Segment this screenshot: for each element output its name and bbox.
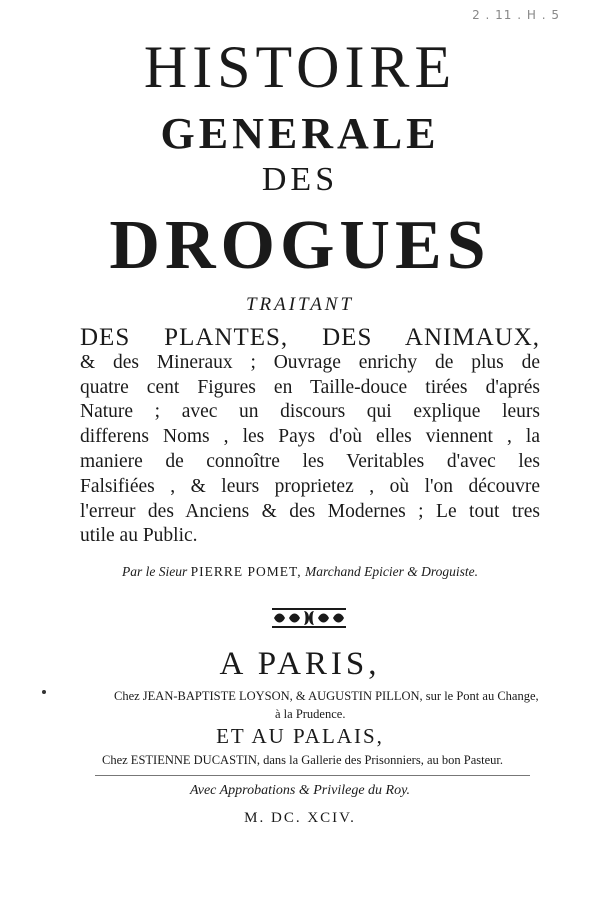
description-line: Nature ; avec un discours qui explique leurs [80,401,540,423]
publisher-line-3: Chez ESTIENNE DUCASTIN, dans la Gallerie des Prisonniers, au bon Pasteur. [102,753,503,767]
approbation-line: Avec Approbations & Privilege du Roy. [189,783,411,798]
description-line: utile au Public. [80,525,198,547]
description-line: & des Mineraux ; Ouvrage enrichy de plus de [80,351,540,373]
publisher-line-2: à la Prudence. [275,707,346,721]
description-line: DES PLANTES, DES ANIMAUX, [80,324,540,351]
description-line: differens Noms , les Pays d'où elles viennent , la [80,426,540,448]
author-line [0,564,600,580]
description-line: maniere de connoître les Veritables d'avec les [80,450,540,472]
fleuron-ornament-icon [270,607,348,629]
divider-rule [95,775,530,776]
title-line-generale: GENERALE [160,109,440,158]
library-shelfmark: 2 . 11 . H . 5 [472,8,560,22]
imprint-palais: ET AU PALAIS, [216,724,384,748]
description-line: Falsifiées , & leurs proprietez , où l'on découvre [80,475,540,497]
description-block [80,326,540,549]
subtitle-traitant: TRAITANT [245,294,355,315]
imprint-date: M. DC. XCIV. [244,810,356,826]
title-line-drogues: DROGUES [109,207,491,284]
imprint-city: A PARIS, [219,646,381,682]
publisher-line-1: Chez JEAN-BAPTISTE LOYSON, & AUGUSTIN PILLON, sur le Pont au Change, [114,689,539,703]
title-line-des: DES [261,161,339,198]
author-title: Marchand Epicier & Droguiste. [305,564,478,579]
author-name: PIERRE POMET, [190,564,302,579]
binding-hole-mark [42,690,46,694]
description-line: l'erreur des Anciens & des Modernes ; Le tout tres [80,500,540,522]
description-line: quatre cent Figures en Taille-douce tirées d'aprés [80,376,540,398]
title-line-histoire: HISTOIRE [143,34,457,100]
author-prefix: Par le Sieur [122,564,188,579]
